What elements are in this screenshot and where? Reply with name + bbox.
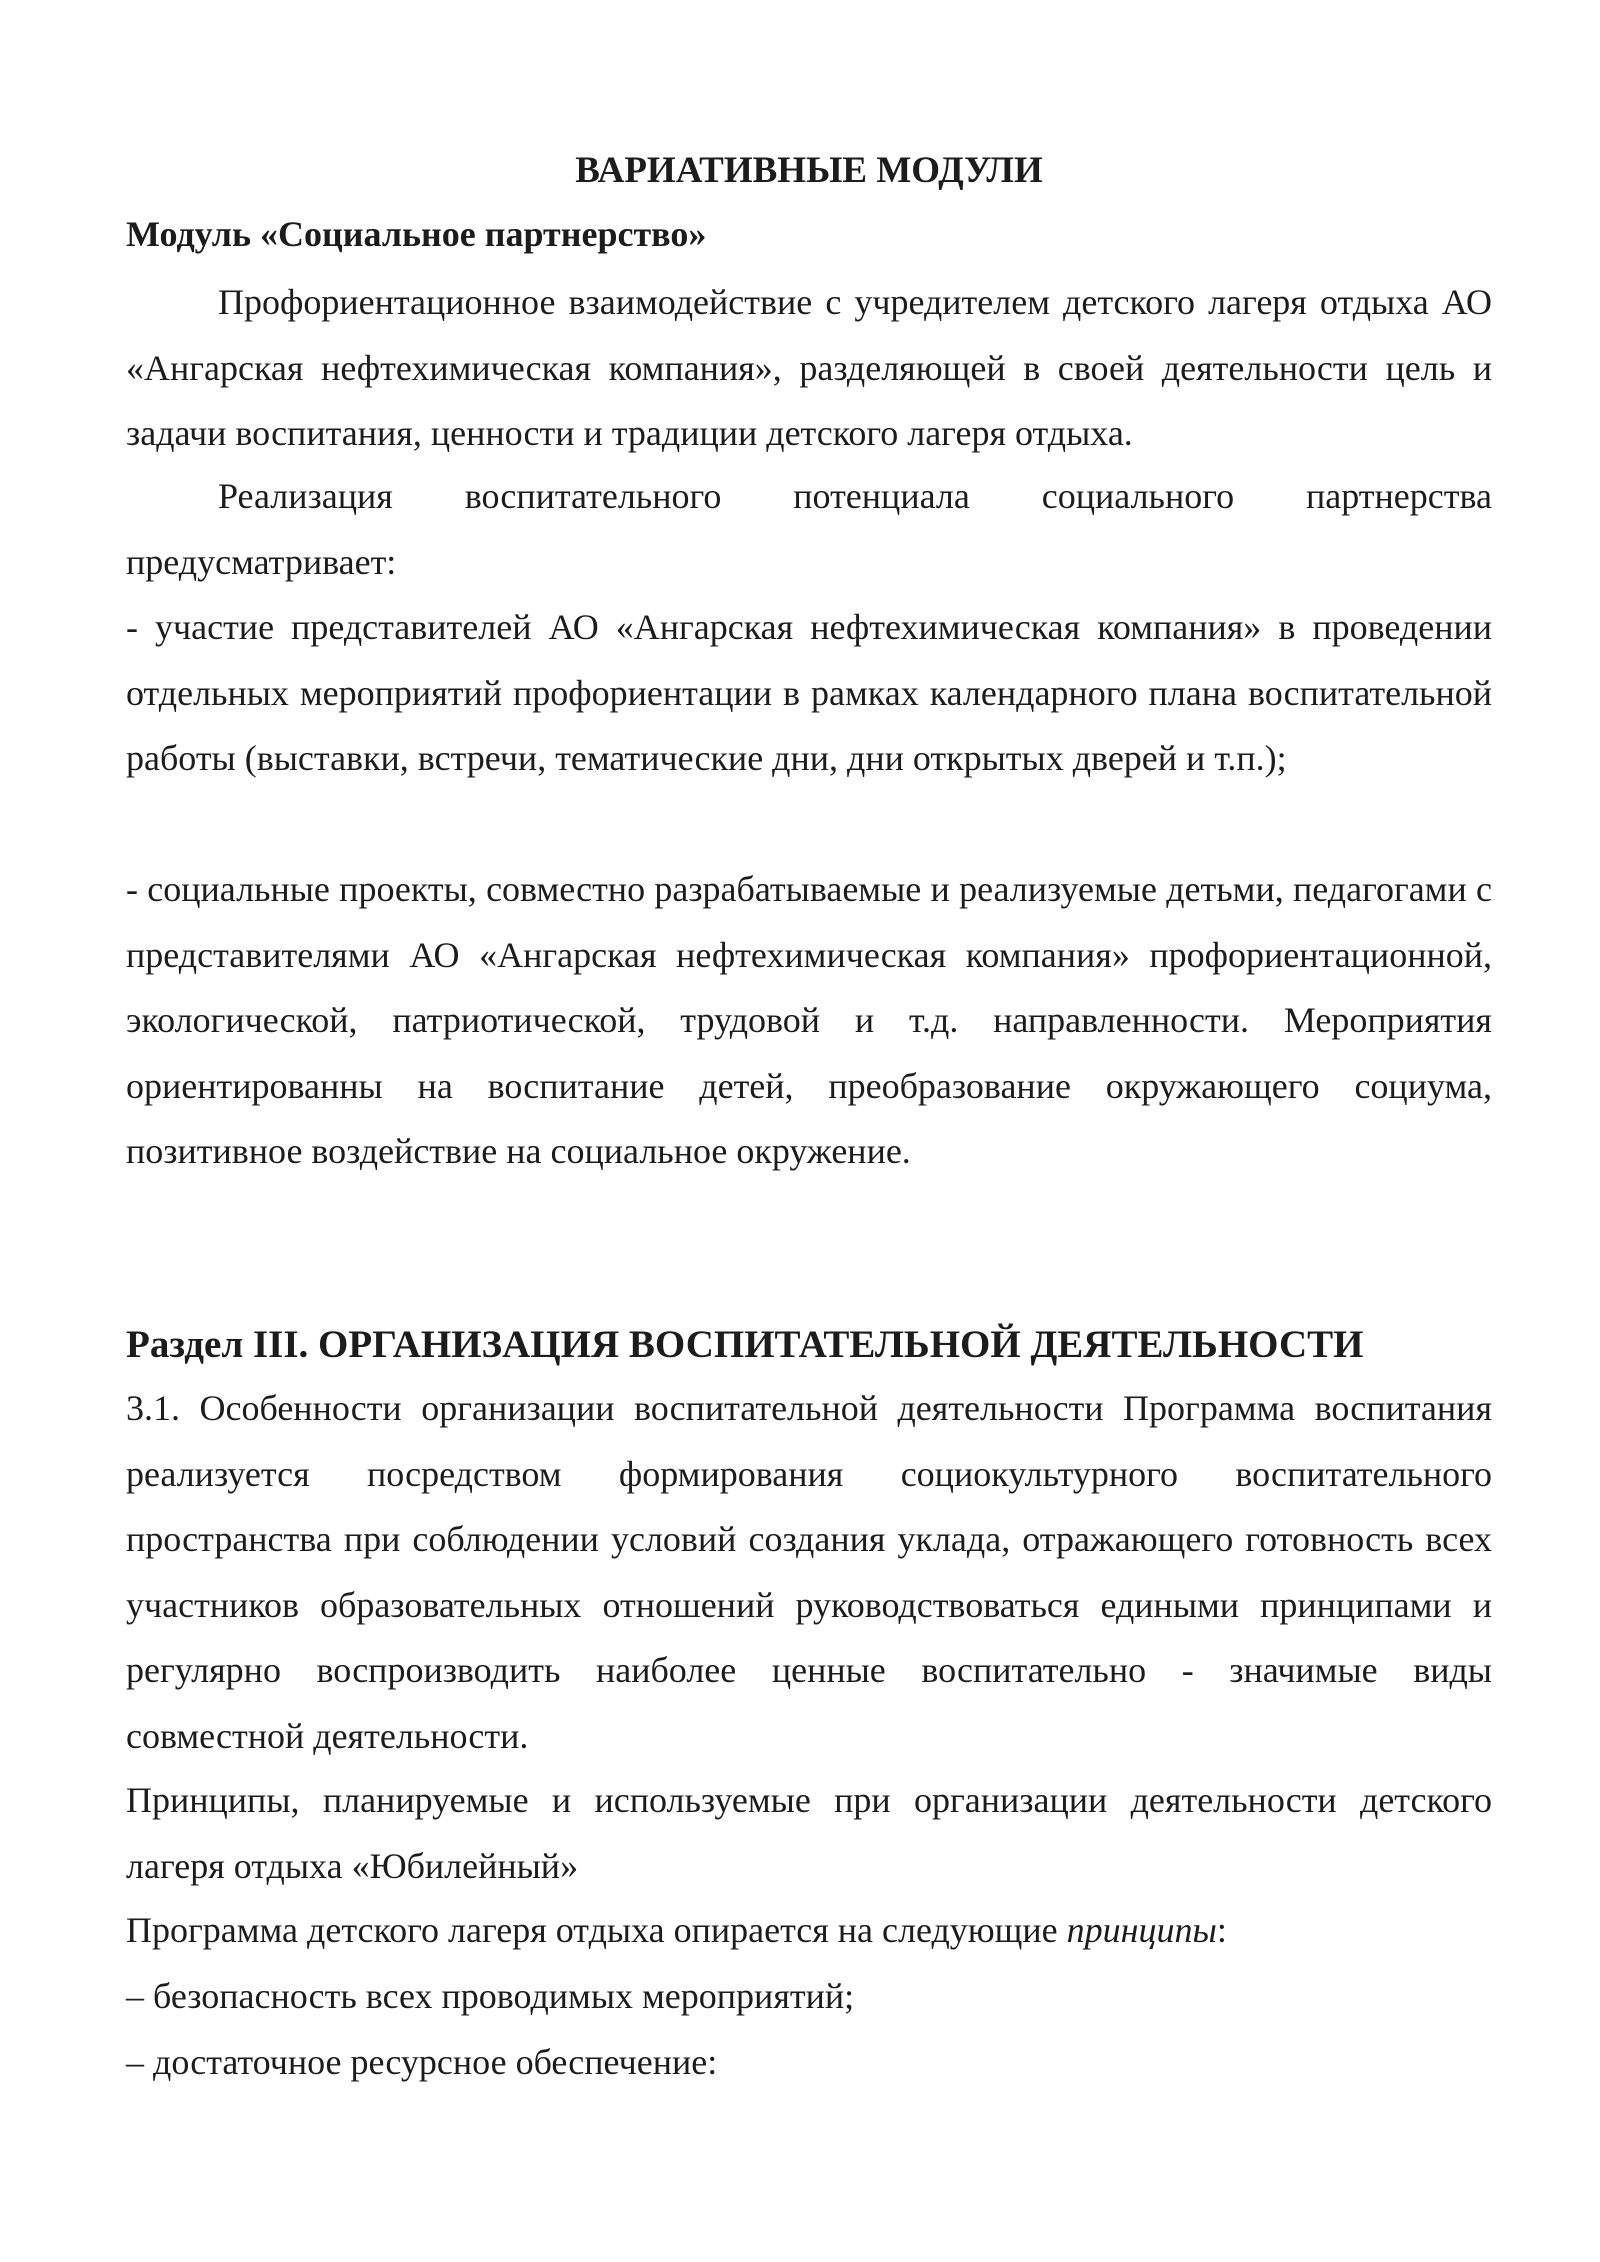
paragraph-realization-cont: предусматривает: [126, 542, 397, 582]
bullet-resources: – достаточное ресурсное обеспечение: [126, 2042, 718, 2082]
paragraph-section-3-1: 3.1. Особенности организации воспитательной деятельности Программа воспитания реализуется посредством формирования социокультурного воспитательного пространства при соблюдении условий создания уклада, отражающего готовность всех участников образовательных отношений руководствоваться едиными принципами и регулярно воспроизводить наиболее ценные воспитательно - значимые виды совместной деятельности. [126, 1388, 1492, 1756]
paragraph-realization-line: Реализация воспитательного потенциала социального партнерства [218, 476, 1492, 516]
paragraph-program-principles [126, 1898, 1492, 1964]
paragraph-principles-intro: Принципы, планируемые и используемые при организации деятельности детского лагеря отдыха «Юбилейный» [126, 1780, 1492, 1886]
document-title: ВАРИАТИВНЫЕ МОДУЛИ [575, 150, 1043, 191]
list-item-social-projects: - социальные проекты, совместно разрабатываемые и реализуемые детьми, педагогами с представителями АО «Ангарская нефтехимическая компания» профориентационной, экологической, патриотической, трудовой и т.д. направленности. Мероприятия ориентированны на воспитание детей, преобразование окружающего социума, позитивное воздействие на социальное окружение. [126, 869, 1492, 1171]
program-line-emphasis: принципы [1066, 1910, 1217, 1950]
paragraph-partnership-intro: Профориентационное взаимодействие с учредителем детского лагеря отдыха АО «Ангарская нефтехимическая компания», разделяющей в своей деятельности цель и задачи воспитания, ценности и традиции детского лагеря отдыха. [126, 282, 1492, 453]
section-heading: Раздел III. ОРГАНИЗАЦИЯ ВОСПИТАТЕЛЬНОЙ ДЕЯТЕЛЬНОСТИ [126, 1323, 1364, 1366]
program-line-prefix: Программа детского лагеря отдыха опирается на следующие [126, 1910, 1067, 1950]
list-item-participation: - участие представителей АО «Ангарская нефтехимическая компания» в проведении отдельных мероприятий профориентации в рамках календарного плана воспитательной работы (выставки, встречи, тематические дни, дни открытых дверей и т.п.); [126, 607, 1492, 778]
module-heading: Модуль «Социальное партнерство» [126, 214, 707, 254]
program-line-suffix: : [1216, 1910, 1227, 1950]
bullet-safety: – безопасность всех проводимых мероприятий; [126, 1976, 855, 2016]
